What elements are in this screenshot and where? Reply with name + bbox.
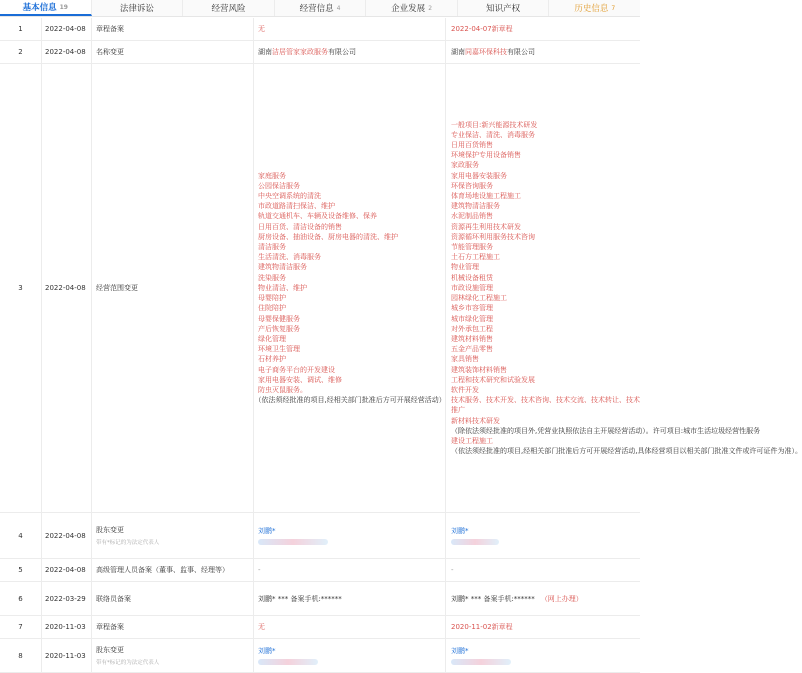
tab-basic-info[interactable]: [0, 0, 92, 16]
change-date: 2022-04-08: [42, 559, 92, 581]
change-date: 2022-04-08: [42, 41, 92, 63]
scope-item: 一般项目:新兴能源技术研发: [451, 120, 538, 129]
text-plain: （依法须经批准的项目,经相关部门批准后方可开展经营活动,具体经营项目以相关部门批准文件或许可证件为准）。: [451, 447, 802, 456]
after-value: 2020-11-02新章程: [451, 623, 513, 631]
table-row: [0, 582, 640, 616]
tab-label: 知识产权: [486, 4, 521, 14]
tab-history[interactable]: [549, 0, 640, 16]
scope-item: 清洁服务: [258, 243, 286, 252]
before-value: 无: [254, 616, 446, 638]
change-date: 2022-04-08: [42, 64, 92, 512]
row-number: 3: [0, 64, 42, 512]
after-value: [446, 639, 640, 672]
change-item: [92, 513, 254, 558]
scope-item: 城市绿化管理: [451, 314, 493, 323]
text-plain: 有限公司: [507, 48, 535, 56]
change-date: 2020-11-03: [42, 639, 92, 672]
change-date: 2022-04-08: [42, 513, 92, 558]
change-item-label: 经营范围变更: [96, 284, 138, 292]
scope-item: 建筑材料销售: [451, 334, 493, 343]
row-number: 5: [0, 559, 42, 581]
tab-label: 历史信息: [574, 4, 609, 14]
scope-item: 软件开发: [451, 385, 479, 394]
contact-value: 刘鹏* *** 备案手机:******: [451, 594, 535, 603]
scope-item: 厨房设备、抽油设备、厨房电器的清洗、维护: [258, 232, 398, 241]
tab-operations[interactable]: [275, 0, 367, 16]
scope-item: 公园保洁服务: [258, 181, 300, 190]
change-item: [92, 18, 254, 40]
before-value: [254, 513, 446, 558]
scope-item: 体育场地设施工程施工: [451, 192, 521, 201]
table-row: [0, 64, 802, 513]
scope-item: 资源再生利用技术研发: [451, 222, 521, 231]
tab-label: 经营信息: [299, 4, 334, 14]
scope-item: 建筑装饰材料销售: [451, 365, 507, 374]
tab-count: 19: [59, 3, 68, 11]
change-item-label: 股东变更: [96, 526, 124, 534]
change-date: 2022-04-08: [42, 18, 92, 40]
tab-count: 4: [336, 4, 341, 12]
scope-item: 市政道路清扫保洁、维护: [258, 202, 335, 211]
change-item-label: 联络员备案: [96, 594, 131, 603]
before-value: -: [254, 559, 446, 581]
before-value: [254, 64, 446, 512]
scope-item: 物业清洁、维护: [258, 283, 307, 292]
shareholder-link[interactable]: 刘鹏*: [258, 527, 276, 535]
scope-item: 家用电器安装、调试、维修: [258, 375, 342, 384]
tab-risk[interactable]: [183, 0, 275, 16]
row-number: 7: [0, 616, 42, 638]
scope-item: 城乡市容管理: [451, 304, 493, 313]
scope-item: 节能管理服务: [451, 243, 493, 252]
row-number: 4: [0, 513, 42, 558]
scope-item: 环保咨询服务: [451, 181, 493, 190]
change-item-label: 名称变更: [96, 48, 124, 56]
scope-item: 轨道交通机车、车辆及设备维修、保养: [258, 212, 377, 221]
before-value: [254, 639, 446, 672]
row-number: 2: [0, 41, 42, 63]
scope-item: 住院陪护: [258, 304, 286, 313]
tab-bar: [0, 0, 640, 17]
redacted-blur: [258, 659, 318, 665]
shareholder-link[interactable]: 刘鹏*: [451, 527, 469, 535]
scope-paragraph: [451, 416, 761, 436]
scope-item: 家具销售: [451, 355, 479, 364]
scope-tail: [258, 385, 446, 405]
scope-item: 专业保洁、清洗、消毒服务: [451, 130, 535, 139]
tab-label: 基本信息: [22, 3, 57, 13]
tab-label: 经营风险: [211, 4, 246, 14]
change-item-label: 股东变更: [96, 646, 124, 654]
scope-item: 家政服务: [451, 161, 479, 170]
scope-item: 中央空调系统的清洗: [258, 192, 321, 201]
redacted-blur: [451, 539, 499, 545]
table-row: [0, 616, 640, 639]
tab-development[interactable]: [366, 0, 458, 16]
scope-item: 母婴保健服务: [258, 314, 300, 323]
after-value: [446, 64, 802, 512]
scope-item: 五金产品零售: [451, 345, 493, 354]
scope-item: 对外承包工程: [451, 324, 493, 333]
tab-count: 2: [428, 4, 433, 12]
business-scope-after: [451, 120, 802, 457]
after-value: [446, 41, 640, 63]
online-note: （网上办理）: [540, 594, 583, 603]
text-plain: 湖南: [451, 48, 465, 56]
tab-legal[interactable]: [92, 0, 184, 16]
before-value: 无: [254, 18, 446, 40]
scope-item: 日用百货销售: [451, 141, 493, 150]
change-item: [92, 616, 254, 638]
scope-item: 石材养护: [258, 355, 286, 364]
scope-item: 市政设施管理: [451, 283, 493, 292]
legal-rep-note: 带有*标记的为法定代表人: [96, 540, 160, 546]
table-row: [0, 559, 640, 582]
change-record-table: [0, 18, 802, 673]
legal-rep-note: 带有*标记的为法定代表人: [96, 660, 160, 666]
table-row: [0, 18, 640, 41]
highlight-text: 洁居管家家政服务: [272, 48, 328, 56]
table-row: [0, 639, 640, 673]
change-date: 2020-11-03: [42, 616, 92, 638]
scope-item: 机械设备租赁: [451, 273, 493, 282]
scope-item: 洗染服务: [258, 273, 286, 282]
row-number: 1: [0, 18, 42, 40]
change-date: 2022-03-29: [42, 582, 92, 615]
scope-item: 母婴陪护: [258, 294, 286, 303]
scope-item: 产后恢复服务: [258, 324, 300, 333]
change-item: [92, 64, 254, 512]
text-plain: 湖南: [258, 48, 272, 56]
scope-paragraph: [451, 436, 802, 456]
change-item-label: 章程备案: [96, 25, 124, 33]
before-value: 刘鹏* *** 备案手机:******: [254, 582, 446, 615]
change-item: [92, 582, 254, 615]
tab-label: 企业发展: [391, 4, 426, 14]
business-scope-before: [258, 171, 446, 406]
before-value: [254, 41, 446, 63]
table-row: [0, 513, 640, 559]
scope-item: 工程和技术研究和试验发展: [451, 375, 535, 384]
text-plain: 有限公司: [328, 48, 356, 56]
row-number: 8: [0, 639, 42, 672]
change-item: [92, 559, 254, 581]
change-item: [92, 41, 254, 63]
scope-item: 技术服务、技术开发、技术咨询、技术交流、技术转让、技术推广: [451, 396, 640, 415]
scope-item: 家庭服务: [258, 171, 286, 180]
scope-item: 建筑物清洁服务: [451, 202, 500, 211]
change-item-label: 高级管理人员备案（董事、监事、经理等）: [96, 566, 229, 574]
highlight-text: 建设工程施工: [451, 436, 493, 445]
redacted-blur: [451, 659, 511, 665]
shareholder-link[interactable]: 刘鹏*: [258, 647, 276, 655]
after-value: [446, 513, 640, 558]
redacted-blur: [258, 539, 328, 545]
highlight-text: 防虫灭鼠服务。: [258, 385, 307, 394]
tab-label: 法律诉讼: [119, 4, 154, 14]
scope-item: 电子商务平台的开发建设: [258, 365, 335, 374]
scope-item: 日用百货、清洁设备的销售: [258, 222, 342, 231]
change-item: [92, 639, 254, 672]
scope-item: 物业管理: [451, 263, 479, 272]
scope-item: 园林绿化工程施工: [451, 294, 507, 303]
scope-item: 家用电器安装服务: [451, 171, 507, 180]
highlight-text: 同嘉环保科技: [465, 48, 507, 56]
scope-item: 生活清洗、消毒服务: [258, 253, 321, 262]
scope-item: 资源循环利用服务技术咨询: [451, 232, 535, 241]
table-row: [0, 41, 640, 64]
scope-item: 建筑物清洁服务: [258, 263, 307, 272]
row-number: 6: [0, 582, 42, 615]
scope-item: 水泥制品销售: [451, 212, 493, 221]
highlight-text: 新材料技术研发: [451, 416, 500, 425]
scope-item: 环境保护专用设备销售: [451, 151, 521, 160]
text-plain: （依法须经批准的项目,经相关部门批准后方可开展经营活动）: [258, 396, 446, 405]
after-value: 2022-04-07新章程: [451, 25, 513, 33]
change-item-label: 章程备案: [96, 623, 124, 631]
shareholder-link[interactable]: 刘鹏*: [451, 647, 469, 655]
text-plain: （除依法须经批准的项目外,凭营业执照依法自主开展经营活动）。许可项目:城市生活垃圾经营性服务: [451, 426, 761, 435]
tab-count: 7: [611, 4, 616, 12]
after-value: -: [451, 566, 454, 574]
scope-item: 绿化管理: [258, 334, 286, 343]
scope-item: 土石方工程施工: [451, 253, 500, 262]
after-value: [446, 582, 640, 615]
tab-ip[interactable]: [458, 0, 550, 16]
scope-item: 环境卫生管理: [258, 345, 300, 354]
